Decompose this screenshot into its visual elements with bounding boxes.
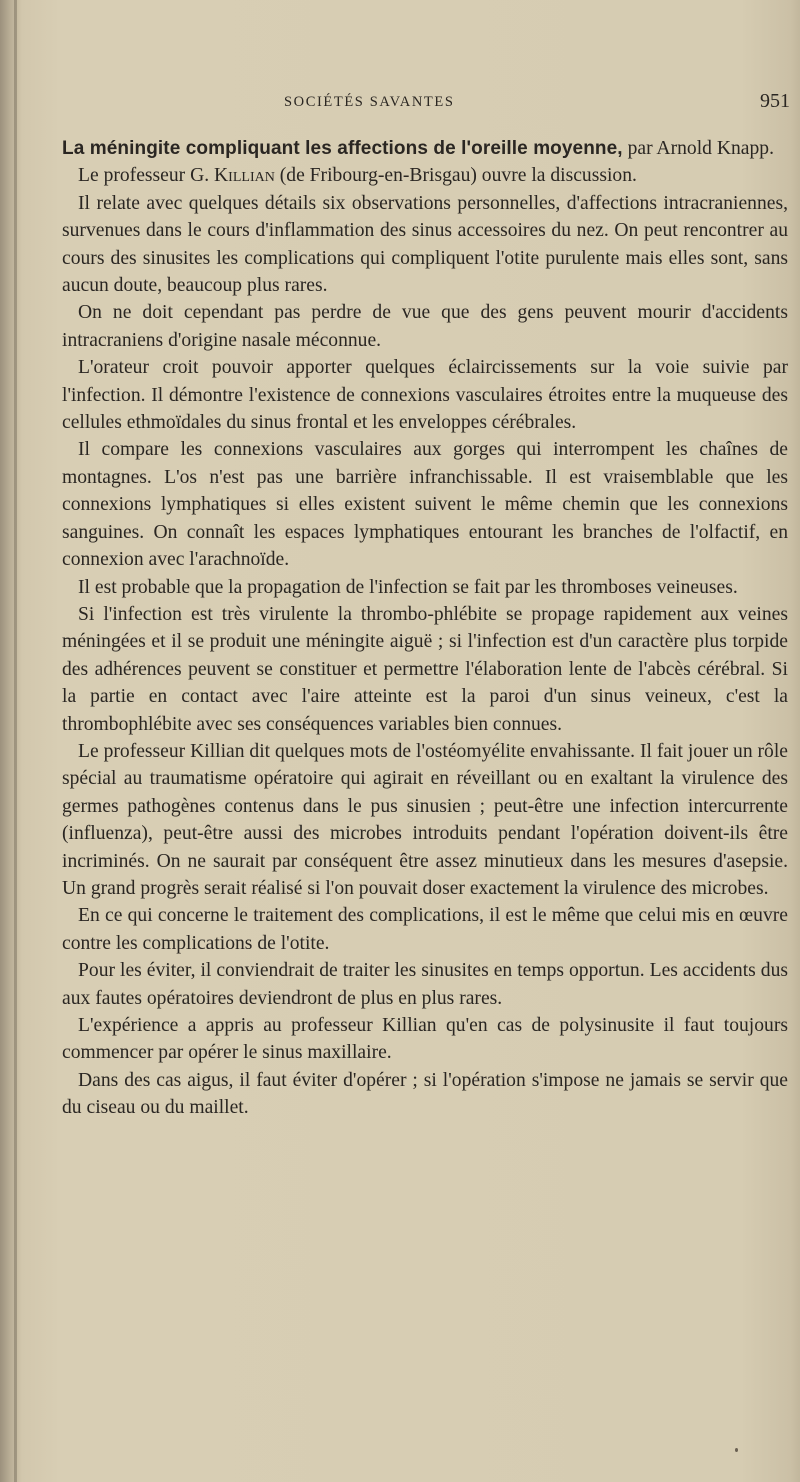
article-body: [62, 135, 788, 1122]
paragraph-1-start: Le professeur G.: [78, 165, 215, 187]
speaker-name: Killian: [214, 165, 275, 187]
paragraph-11: L'expérience a appris au professeur Killian qu'en cas de polysinusite il faut toujours commencer par opérer le sinus maxillaire.: [62, 1015, 788, 1064]
paragraph-2: Il relate avec quelques détails six observations personnelles, d'affections intracraniennes, survenues dans le cours d'inflammation des sinus accessoires du nez. On peut rencontrer au cours des sinusites les complications qui compliquent l'otite purulente mais elles sont, sans aucun doute, beaucoup plus rares.: [62, 192, 788, 297]
paragraph-4: L'orateur croit pouvoir apporter quelques éclaircissements sur la voie suivie par l'infection. Il démontre l'existence de connexions vasculaires étroites entre la muqueuse des cellules ethmoïdales du sinus frontal et les enveloppes cérébrales.: [62, 357, 788, 434]
paragraph-1-end: (de Fribourg-en-Brisgau) ouvre la discussion.: [274, 165, 637, 187]
article-author: par Arnold Knapp.: [627, 138, 774, 159]
page-header: [62, 90, 798, 130]
book-spine-shadow: [14, 0, 17, 1482]
article-title: La méningite compliquant les affections de l'oreille moyenne,: [62, 138, 623, 159]
paragraph-8: Le professeur Killian dit quelques mots de l'ostéomyélite envahissante. Il fait jouer un rôle spécial au traumatisme opératoire qui agirait en réveillant ou en exaltant la virulence des germes pathogènes contenus dans le pus sinusien ; peut-être une infection intercurrente (influenza), peut-être aussi des microbes introduits pendant l'opération doivent-ils être incriminés. On ne saurait par conséquent être assez minutieux dans les mesures d'asepsie. Un grand progrès serait réalisé si l'on pouvait doser exactement la virulence des microbes.: [62, 740, 788, 899]
article-heading: [62, 135, 788, 162]
page-number: 951: [760, 90, 790, 112]
paragraph-5: Il compare les connexions vasculaires aux gorges qui interrompent les chaînes de montagnes. L'os n'est pas une barrière infranchissable. Il est vraisemblable que les connexions lymphatiques si elles existent suivent le même chemin que les connexions sanguines. On connaît les espaces lymphatiques entourant les branches de l'olfactif, en connexion avec l'arachnoïde.: [62, 439, 788, 571]
paragraph-3: On ne doit cependant pas perdre de vue que des gens peuvent mourir d'accidents intracraniens d'origine nasale méconnue.: [62, 302, 788, 351]
paragraph-6: Il est probable que la propagation de l'infection se fait par les thromboses veineuses.: [78, 576, 738, 598]
paragraph-10: Pour les éviter, il conviendrait de traiter les sinusites en temps opportun. Les accidents dus aux fautes opératoires deviendront de plus en plus rares.: [62, 960, 788, 1009]
running-head: SOCIÉTÉS SAVANTES: [284, 94, 455, 110]
paragraph-7: Si l'infection est très virulente la thrombo-phlébite se propage rapidement aux veines méningées et il se produit une méningite aiguë ; si l'infection est d'un caractère plus torpide des adhérences peuvent se constituer et permettre l'élaboration lente de l'abcès cérébral. Si la partie en contact avec l'aire atteinte est la paroi d'un sinus veineux, c'est la thrombophlébite avec ses conséquences variables bien connues.: [62, 603, 788, 735]
paragraph-9: En ce qui concerne le traitement des complications, il est le même que celui mis en œuvre contre les complications de l'otite.: [62, 905, 788, 954]
paragraph-1: [62, 162, 788, 189]
paragraph-12: Dans des cas aigus, il faut éviter d'opérer ; si l'opération s'impose ne jamais se servir que du ciseau ou du maillet.: [62, 1069, 788, 1119]
ink-speck: [735, 1448, 738, 1452]
